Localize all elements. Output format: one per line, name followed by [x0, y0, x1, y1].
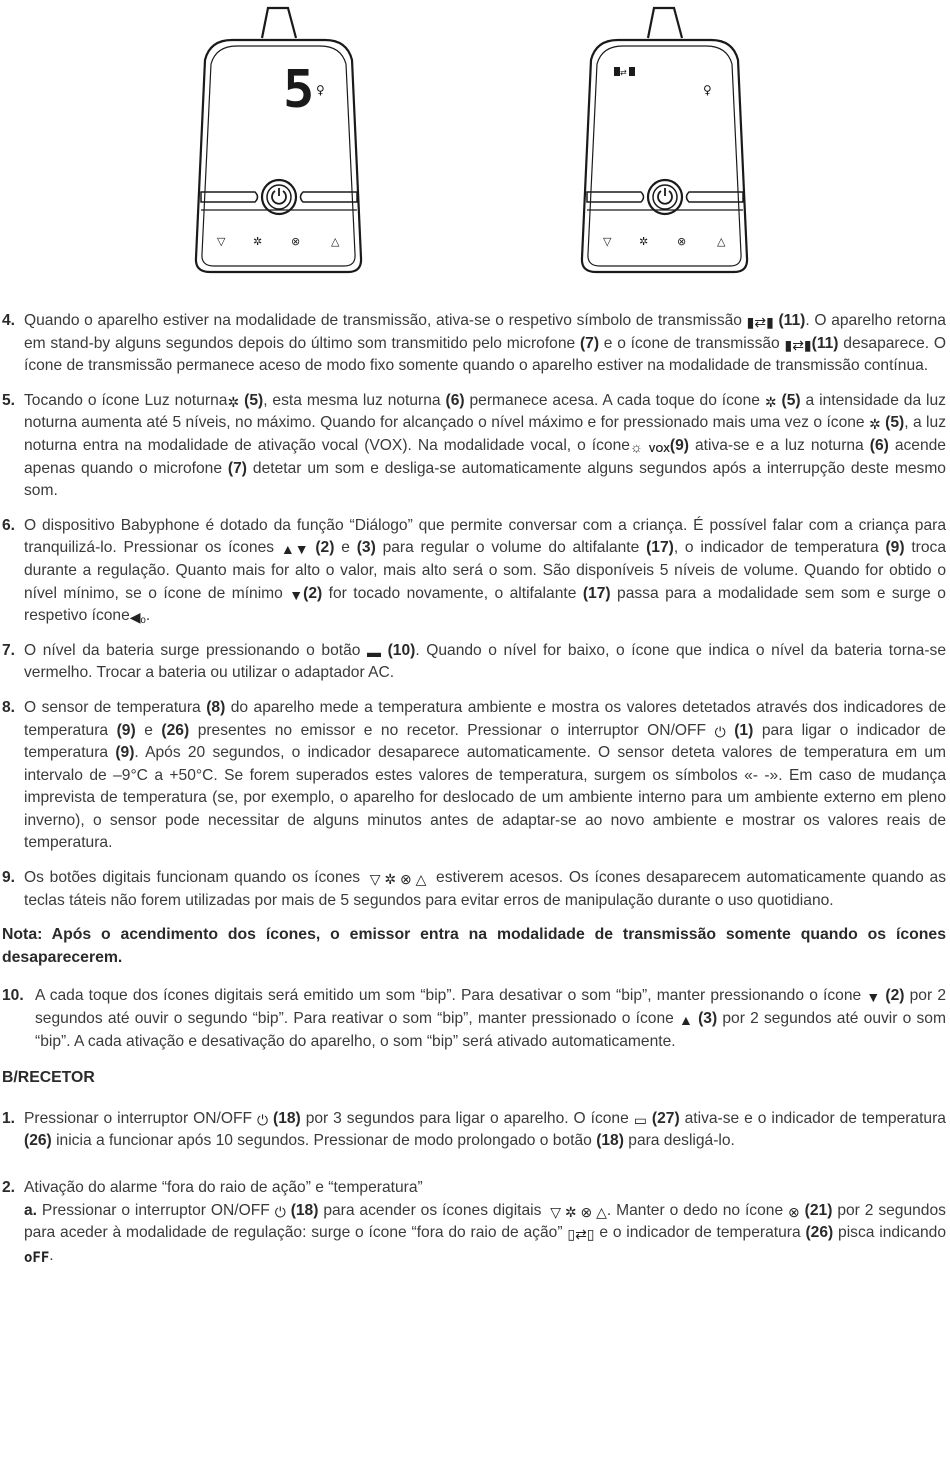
note: Nota: Após o acendimento dos ícones, o emissor entra na modalidade de transmissão somente quando os ícones desaparecerem. [2, 926, 946, 966]
transmission-icon: ▮⇄▮ [784, 336, 812, 353]
nightlight-icon: ☼ [629, 438, 643, 455]
volume-up-down-icon: ▲▼ [280, 541, 309, 558]
power-icon: ⏻ [714, 723, 726, 740]
svg-text:✲: ✲ [253, 235, 263, 248]
list-item: 4. Quando o aparelho estiver na modalidade de transmissão, ativa-se o respetivo símbolo de transmissão ▮⇄▮ (11). O aparelho retorna em stand-by alguns segundos depois do último som transmitido pelo microfone (7) e o ícone de transmissão ▮⇄▮(11) desaparece. O ícone de transmissão permanece aceso de modo fixo somente quando o aparelho estiver na modalidade de transmissão contínua. [2, 312, 946, 375]
temperature-icon: ⊗ [788, 1203, 800, 1220]
power-icon: ⏻ [256, 1111, 269, 1128]
volume-down-icon: ▼ [289, 586, 304, 603]
svg-text:▽: ▽ [603, 235, 612, 248]
transmitter-drawings [0, 0, 950, 285]
display-digit: 5 [283, 60, 315, 120]
transmission-icon: ▮⇄▮ [746, 314, 774, 330]
svg-text:△: △ [717, 235, 726, 248]
list-item: 10. A cada toque dos ícones digitais será emitido um som “bip”. Para desativar o som “bip”, manter pressionando o ícone ▼ (2) por 2 segundos até ouvir o segundo “bip”. Para reativar o som “bip”, manter pressionado o ícone ▲ (3) por 2 segundos até ouvir o som “bip”. A cada ativação e desativação do aparelho, o som “bip” será ativado automaticamente. [2, 987, 946, 1050]
right-device [582, 8, 747, 272]
svg-text:✲: ✲ [639, 235, 649, 248]
svg-text:♀: ♀ [703, 83, 712, 97]
power-icon: ⏻ [274, 1203, 286, 1220]
device-illustrations [0, 0, 950, 285]
volume-up-icon: ▲ [679, 1012, 693, 1029]
off-display-icon: oFF [24, 1249, 50, 1266]
svg-text:♀: ♀ [316, 83, 325, 97]
digital-buttons-icons: ▽ ✲ ⊗ △ [546, 1203, 607, 1220]
svg-text:△: △ [331, 235, 340, 248]
section-heading: B/RECETOR [2, 1069, 95, 1087]
list-item: 9. Os botões digitais funcionam quando os ícones ▽ ✲ ⊗ △ estiverem acesos. Os ícones desaparecem automaticamente quando as teclas táteis não forem utilizadas por mais de 5 segundos para evitar erros de manipulação durante o uso quotidiano. [2, 869, 946, 909]
vox-icon: VOX [648, 443, 670, 455]
nightlight-icon: ✲ [227, 393, 240, 410]
svg-text:⊗: ⊗ [291, 235, 301, 248]
digital-buttons-icons: ▽ ✲ ⊗ △ [365, 871, 431, 888]
nightlight-icon: ✲ [764, 393, 777, 410]
left-device [196, 8, 361, 272]
instructions [0, 310, 950, 1279]
out-of-range-icon: ▯⇄▯ [567, 1226, 595, 1243]
list-item: 2. Ativação do alarme “fora do raio de ação” e “temperatura” a. Pressionar o interruptor ON/OFF ⏻ (18) para acender os ícones digitais ▽ ✲ ⊗ △. Manter o dedo no ícone ⊗ (21) por 2 segundos para aceder à modalidade de regulação: surge o ícone “fora do raio de ação” ▯⇄▯ e o indicador de temperatura (26) pisca indicando oFF. [2, 1179, 947, 1266]
mute-icon: ◀ₒ [129, 609, 146, 626]
svg-text:▽: ▽ [217, 235, 226, 248]
volume-down-icon: ▼ [866, 989, 881, 1006]
svg-text:⊗: ⊗ [677, 235, 687, 248]
svg-text:⇄: ⇄ [620, 68, 627, 77]
list-item: 8. O sensor de temperatura (8) do aparelho mede a temperatura ambiente e mostra os valores detetados através dos indicadores de temperatura (9) e (26) presentes no emissor e no recetor. Pressionar o interruptor ON/OFF ⏻ (1) para ligar o indicador de temperatura (9). Após 20 segundos, o indicador desaparece automaticamente. O sensor deteta valores de temperatura em um intervalo de –9°C a +50°C. Se forem superados estes valores de temperatura, surgem os símbolos «- -». Em caso de mudança imprevista de temperatura (se, por exemplo, o aparelho for deslocado de um ambiente interno para um ambiente externo em pleno inverno), o sensor pode necessitar de alguns minutos antes de adaptar-se ao novo ambiente e mostrar os valores reais de temperatura. [2, 698, 946, 852]
list-item: 6. O dispositivo Babyphone é dotado da função “Diálogo” que permite conversar com a criança. É possível falar com a criança para tranquilizá-lo. Pressionar os ícones ▲▼ (2) e (3) para regular o volume do altifalante (17), o indicador de temperatura (9) troca durante a regulação. Quanto mais for alto o valor, mais alto será o som. São disponíveis 5 níveis de volume. Quando for obtido o nível mínimo, se o ícone de mínimo ▼(2) for tocado novamente, o altifalante (17) passa para a modalidade sem som e surge o respetivo ícone◀ₒ. [2, 516, 946, 626]
battery-icon: ▬ [367, 643, 382, 660]
out-of-range-icon: ▭ [633, 1111, 647, 1128]
list-item: 5. Tocando o ícone Luz noturna✲ (5), esta mesma luz noturna (6) permanece acesa. A cada toque do ícone ✲ (5) a intensidade da luz noturna aumenta até 5 níveis, no máximo. Quando for alcançado o nível máximo e for pressionado mais uma vez o ícone ✲ (5), a luz noturna entra na modalidade de ativação vocal (VOX). Na modalidade vocal, o ícone☼ VOX(9) ativa-se e a luz noturna (6) acende apenas quando o microfone (7) detetar um som e desliga-se automaticamente alguns segundos após a interrupção deste mesmo som. [2, 391, 946, 500]
list-item: 7. O nível da bateria surge pressionando o botão ▬ (10). Quando o nível for baixo, o ícone que indica o nível da bateria torna-se vermelho. Trocar a bateria ou utilizar o adaptador AC. [2, 641, 946, 682]
list-item: 1. Pressionar o interruptor ON/OFF ⏻ (18) por 3 segundos para ligar o aparelho. O ícone ▭ (27) ativa-se e o indicador de temperatura (26) inicia a funcionar após 10 segundos. Pressionar de modo prolongado o botão (18) para desligá-lo. [2, 1109, 946, 1150]
nightlight-icon: ✲ [869, 416, 881, 433]
